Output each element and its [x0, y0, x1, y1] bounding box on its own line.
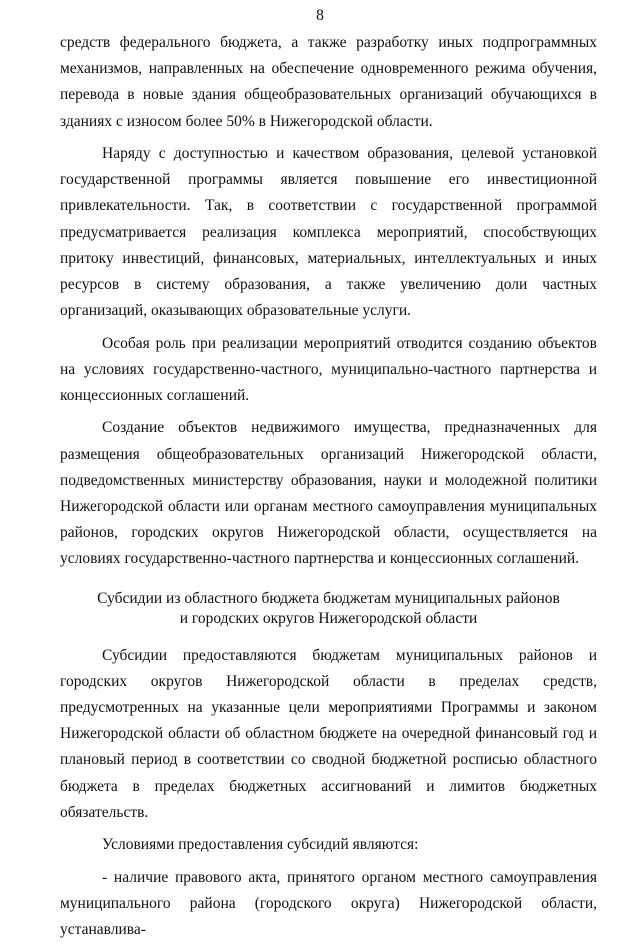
paragraph-intro-continuation: средств федерального бюджета, а также разработку иных подпрограммных механизмов, направленных на обеспечение одновременного режима обучения, перевода в новые здания общеобразовательных организаций обучающихся в зданиях с износом более 50% в Нижегородской области.: [60, 34, 597, 130]
section-heading: [60, 589, 597, 629]
paragraph-partnership-role: Особая роль при реализации мероприятий отводится созданию объектов на условиях государственно-частного, муниципально-частного партнерства и концессионных соглашений.: [60, 334, 597, 405]
paragraph-real-estate-objects: Создание объектов недвижимого имущества, предназначенных для размещения общеобразовательных организаций Нижегородской области, подведомственных министерству образования, науки и молодежной политики Нижегородской области или органам местного самоуправления муниципальных районов, городских округов Нижегородской области, осуществляется на условиях государственно-частного партнерства и концессионных соглашений.: [60, 419, 597, 568]
document-body: [60, 30, 597, 949]
paragraph-legal-act-condition: - наличие правового акта, принятого органом местного самоуправления муниципального района (городского округа) Нижегородской области, устанавлива-: [60, 868, 597, 939]
paragraph-subsidies-provision: Субсидии предоставляются бюджетам муниципальных районов и городских округов Нижегородской области в пределах средств, предусмотренных на указанные цели мероприятиями Программы и законом Нижегородской области об областном бюджете на очередной финансовый год и плановый период в соответствии со сводной бюджетной росписью областного бюджета в пределах бюджетных ассигнований и лимитов бюджетных обязательств.: [60, 646, 597, 821]
section-heading-line-1: Субсидии из областного бюджета бюджетам муниципальных районов: [97, 589, 560, 607]
paragraph-subsidy-conditions: Условиями предоставления субсидий являются:: [102, 836, 419, 854]
section-heading-line-2: и городских округов Нижегородской области: [179, 609, 478, 627]
paragraph-investment-attractiveness: Наряду с доступностью и качеством образования, целевой установкой государственной программы является повышение его инвестиционной привлекательности. Так, в соответствии с государственной программой предусматривается реализация комплекса мероприятий, способствующих притоку инвестиций, финансовых, материальных, интеллектуальных и иных ресурсов в систему образования, а также увеличению доли частных организаций, оказывающих образовательные услуги.: [60, 145, 597, 320]
page-number: 8: [316, 7, 324, 24]
